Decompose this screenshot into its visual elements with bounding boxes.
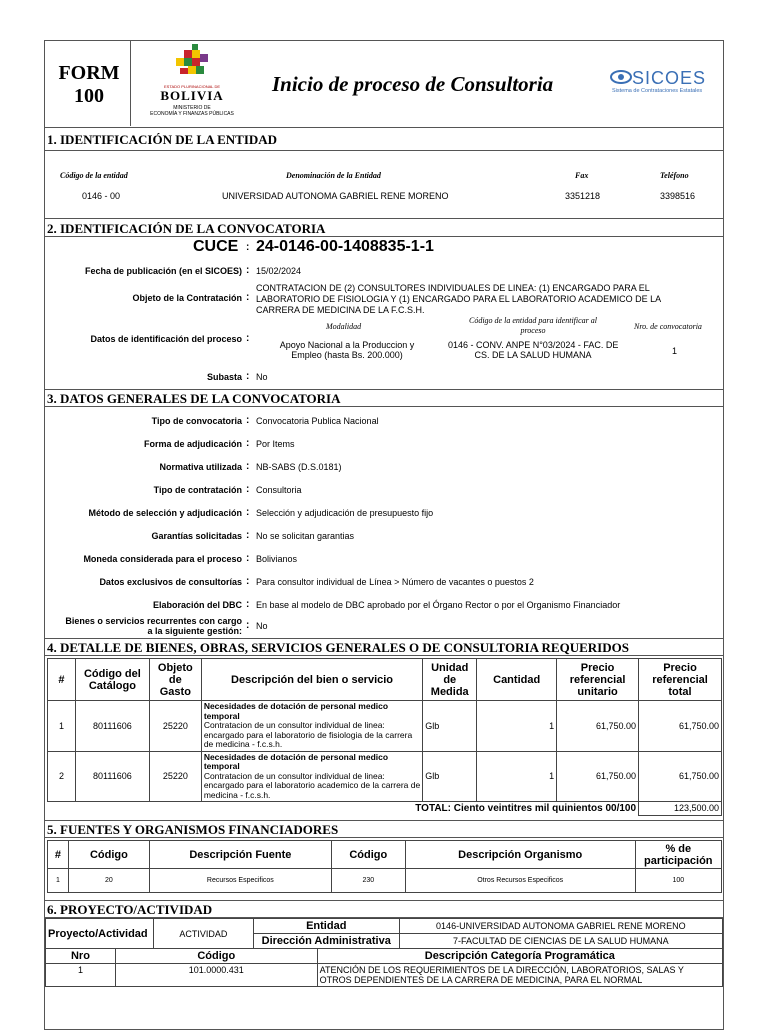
table-row: 2 80111606 25220 Necesidades de dotación de personal medico temporal Contratacion de un consultor individual de linea: encargado para el laboratorio academico de la carrera de medicina - f.c.s.h. Glb 1 61,750.00 61,750.00 [48,751,722,802]
subasta-value: No [256,372,268,382]
objeto-label: Objeto de la Contratación [132,293,242,303]
fuentes-table [47,840,722,893]
table-row: 1 101.0000.431 ATENCIÓN DE LOS REQUERIMIENTOS DE LA DIRECCIÓN, LABORATORIOS, SALAS Y OTROS DEPENDIENTES DE LA CARRERA DE MEDICINA, PARA EL NORMAL [46,964,723,987]
entidad-value: 0146-UNIVERSIDAD AUTONOMA GABRIEL RENE MORENO [399,919,722,934]
divider [44,638,724,639]
col-num: # [48,841,69,869]
col-telefono: Teléfono [660,171,689,180]
datos-generales-label: Método de selección y adjudicación [88,508,242,518]
fecha-value: 15/02/2024 [256,266,302,276]
entidad-denominacion: UNIVERSIDAD AUTONOMA GABRIEL RENE MORENO [222,191,449,201]
bienes-recurrentes-value: No [256,621,268,631]
datos-generales-value: En base al modelo de DBC aprobado por el Órgano Rector o por el Organismo Financiador [256,600,621,610]
fecha-label: Fecha de publicación (en el SICOES) [84,266,242,276]
col-nro-convocatoria: Nro. de convocatoria [634,322,702,331]
divider [44,655,724,656]
divider [44,820,724,821]
form-number: FORM 100 [58,62,120,107]
col-precio-total: Precio referencial total [639,659,722,701]
total-value: 123,500.00 [639,802,722,816]
datos-generales-value: Convocatoria Publica Nacional [256,416,379,426]
section-4-title: 4. DETALLE DE BIENES, OBRAS, SERVICIOS GENERALES O DE CONSULTORIA REQUERIDOS [47,640,629,655]
divider [44,218,724,219]
subasta-label: Subasta [206,372,242,382]
entidad-label: Entidad [253,919,399,934]
datos-generales-value: Selección y adjudicación de presupuesto fijo [256,508,434,518]
datos-generales-label: Datos exclusivos de consultorías [99,577,242,587]
section-3-title: 3. DATOS GENERALES DE LA CONVOCATORIA [47,391,341,406]
cuce-value: 24-0146-00-1408835-1-1 [256,238,434,255]
direccion-value: 7-FACULTAD DE CIENCIAS DE LA SALUD HUMANA [399,934,722,949]
datos-generales-label: Garantías solicitadas [151,531,242,541]
entidad-telefono: 3398516 [660,191,696,201]
table-row: 1 80111606 25220 Necesidades de dotación de personal medico temporal Contratacion de un consultor individual de linea: encargado para el laboratorio de fisiologia de la carrera de medicina - f.c.s.h. Glb 1 61,750.00 61,750.00 [48,701,722,752]
divider [44,406,724,407]
cuce-label: CUCE [193,238,239,255]
entidad-codigo: 0146 - 00 [82,191,121,201]
sicoes-eye-icon [610,69,632,85]
col-descripcion-fuente: Descripción Fuente [149,841,331,869]
section-1-title: 1. IDENTIFICACIÓN DE LA ENTIDAD [47,132,278,147]
section-5-title: 5. FUENTES Y ORGANISMOS FINANCIADORES [47,822,339,837]
col-objeto-gasto: Objeto de Gasto [149,659,201,701]
col-codigo-organismo: Código [331,841,405,869]
datos-generales-label: Normativa utilizada [159,462,242,472]
bienes-recurrentes-label: Bienes o servicios recurrentes con cargo a la siguiente gestión: [65,616,242,636]
proyecto-table [45,918,723,949]
divider [44,900,724,901]
bolivia-logo: ESTADO PLURINACIONAL DE BOLIVIA MINISTERIO DE ECONOMÍA Y FINANZAS PÚBLICAS [132,44,252,124]
detalle-table [47,658,722,816]
divider [44,389,724,390]
col-codigo: Código [115,949,317,964]
col-participacion: % de participación [635,841,721,869]
section-6-title: 6. PROYECTO/ACTIVIDAD [47,902,213,917]
datos-generales-label: Tipo de convocatoria [151,416,242,426]
datos-generales-label: Moneda considerada para el proceso [83,554,242,564]
datos-generales-value: No se solicitan garantias [256,531,355,541]
datos-generales-value: Bolivianos [256,554,298,564]
categoria-table [45,948,723,987]
codigo-proceso-value: 0146 - CONV. ANPE N°03/2024 - FAC. DE CS. DE LA SALUD HUMANA [448,340,619,360]
divider [130,40,131,126]
col-unidad: Unidad de Medida [423,659,477,701]
datos-generales-value: Consultoria [256,485,302,495]
col-num: # [48,659,76,701]
nro-convocatoria-value: 1 [672,346,678,356]
col-descripcion-categoria: Descripción Categoría Programática [317,949,722,964]
col-fax: Fax [575,171,589,180]
objeto-value: CONTRATACION DE (2) CONSULTORES INDIVIDUALES DE LINEA: (1) ENCARGADO PARA EL LABORATORIO DE FISIOLOGIA Y (1) ENCARGADO PARA EL LABORATORIO ACADEMICO DE LA CARRERA DE MEDICINA DE LA F.C.S.H. [256,283,662,315]
divider [44,837,724,838]
section-2-title: 2. IDENTIFICACIÓN DE LA CONVOCATORIA [47,221,326,236]
col-modalidad: Modalidad [326,322,362,331]
proyecto-value: ACTIVIDAD [153,919,253,949]
datos-generales-label: Tipo de contratación [153,485,242,495]
col-denominacion: Denominación de la Entidad [286,171,381,180]
col-cantidad: Cantidad [477,659,557,701]
col-codigo-proceso: Código de la entidad para identificar al proceso [469,316,597,335]
entidad-fax: 3351218 [565,191,601,201]
table-row: 1 20 Recursos Especificos 230 Otros Recursos Especificos 100 [48,869,722,893]
datos-proceso-label: Datos de identificación del proceso [90,334,242,344]
col-precio-unitario: Precio referencial unitario [557,659,639,701]
divider [44,236,724,237]
col-codigo-entidad: Código de la entidad [60,171,128,180]
datos-generales-value: Por Items [256,439,295,449]
divider [44,150,724,151]
col-nro: Nro [46,949,116,964]
modalidad-value: Apoyo Nacional a la Produccion y Empleo (hasta Bs. 200.000) [279,340,415,360]
datos-generales-value: Para consultor individual de Línea > Número de vacantes o puestos 2 [256,577,534,587]
col-descripcion: Descripción del bien o servicio [201,659,422,701]
divider [44,127,724,128]
coat-of-arms-icon [162,44,222,84]
direccion-label: Dirección Administrativa [253,934,399,949]
page-title: Inicio de proceso de Consultoria [272,72,554,96]
col-codigo-catalogo: Código del Catálogo [75,659,149,701]
col-descripcion-organismo: Descripción Organismo [405,841,635,869]
datos-generales-label: Elaboración del DBC [152,600,242,610]
col-codigo-fuente: Código [68,841,149,869]
proyecto-label: Proyecto/Actividad [46,919,154,949]
total-label: TOTAL: Ciento veintitres mil quinientos 00/100 [415,803,637,814]
datos-generales-value: NB-SABS (D.S.0181) [256,462,342,472]
datos-generales-label: Forma de adjudicación [143,439,242,449]
